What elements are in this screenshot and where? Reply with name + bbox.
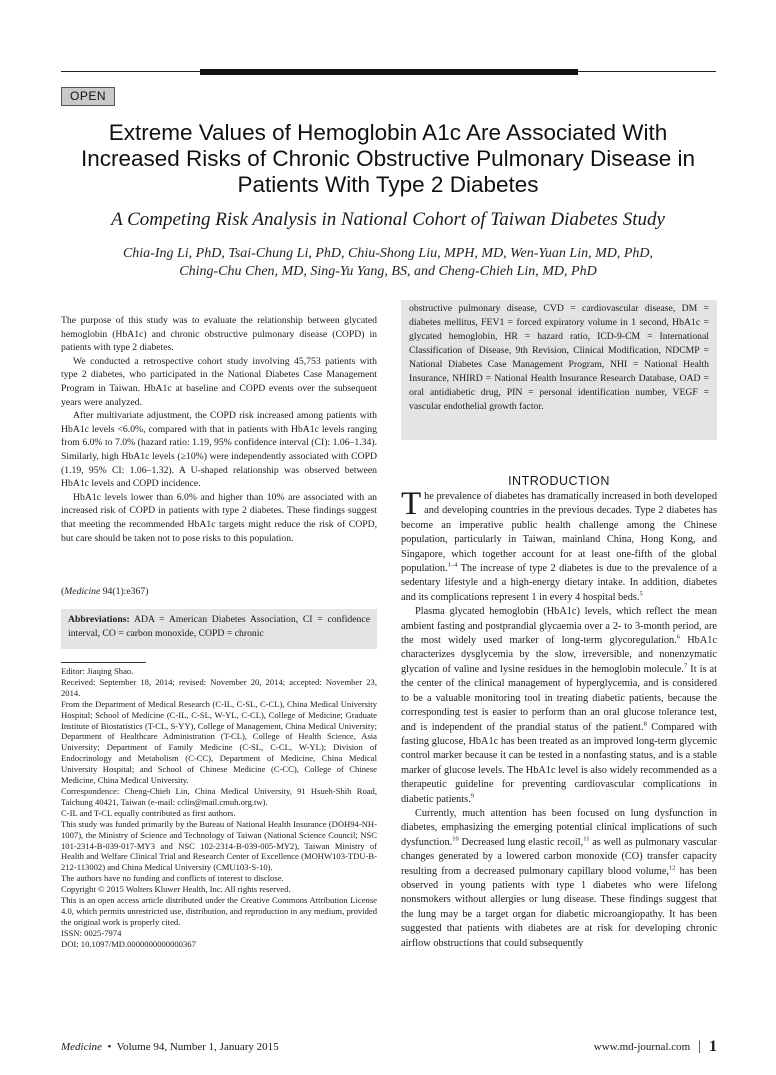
article-title [40, 120, 736, 198]
abbreviations-label: Abbreviations: [68, 614, 130, 625]
intro-paragraph: The prevalence of diabetes has dramatically increased in both developed and developing countries in the previous decades. Type 2 diabetes has become an imperative public health challenge among the Chinese population, particularly in Taiwan, mainland China, Hong Kong, and Singapore, which together account for at least one-fifth of the global population.$^{1-4}$ The increase of type 2 diabetes is due to the prevalence of a sedentary lifestyle and a high-energy dietary intake. In addition, diabetes and its complications represent 1 in every 4 hospital beds.$^5$ [401, 486, 717, 603]
footnote-contribution: C-IL and T-CL equally contributed as first authors. [61, 807, 236, 818]
title-line-2: Increased Risks of Chronic Obstructive Pulmonary Disease in [81, 146, 695, 171]
footnotes [61, 666, 377, 950]
author-list [40, 245, 736, 281]
header-bar [200, 69, 578, 75]
section-heading-introduction: INTRODUCTION [508, 474, 610, 488]
intro-paragraph: Currently, much attention has been focused on lung dysfunction in diabetes, emphasizing the emerging potential clinical implications of such dysfunction.$^{10}$ Decreased lung elastic recoil,$^{11}$ as well as pulmonary vascular changes generated by a lowered carbon monoxide (CO) transfer capacity resulting from a decreased pulmonary capillary blood volume,$^{12}$ has been observed in young patients with type 1 diabetes who were lifelong nonsmokers without allergies or lung disease. These findings suggest that the lung may be a target organ for diabetic microangiopathy. It has been suggested that patients with diabetes are at risk for developing chronic airflow obstructions that could subsequently [401, 807, 717, 949]
abstract [61, 314, 377, 545]
abbreviations-text: ADA = American Diabetes Association, CI = confidence interval, CO = carbon monoxide, COPD = chronic [68, 614, 370, 639]
footnote-rule [61, 662, 146, 663]
article-subtitle: A Competing Risk Analysis in National Cohort of Taiwan Diabetes Study [111, 209, 665, 230]
abstract-paragraph: HbA1c levels lower than 6.0% and higher than 10% are associated with an increased risk of COPD in patients with type 2 diabetes. These findings suggest that meeting the recommended HbA1c targets might reduce the risk of COPD, but care should be taken not to pose risks to this population. [61, 491, 377, 544]
footnote-editor: Editor: Jiaqing Shao. [61, 666, 134, 676]
footer-separator: | [698, 1039, 701, 1054]
footnote-conflicts: The authors have no funding and conflicts of interest to disclose. [61, 873, 284, 884]
footer-journal-info: Medicine • Volume 94, Number 1, January 2015 [61, 1041, 279, 1053]
intro-paragraph: Plasma glycated hemoglobin (HbA1c) levels, which reflect the mean ambient fasting and postprandial glycaemia over a 2- to 3-month period, are the most widely used marker of long-term glycoregulation.$^6$ HbA1c characterizes dysglycemia by the slow, irreversible, and nonenzymatic glycation of valine and lysine residues in the hemoglobin molecule.$^7$ It is at the center of the clinical management of hyperglycemia, and is considered to be a valuable monitoring tool in treating diabetic patients, because the corresponding test is easier to perform than an oral glucose tolerance test, and is independent of the prandial status of the patient.$^8$ Compared with fasting glucose, HbA1c has been treated as an improved long-term glycemic control marker because it can be tested in a nonfasting status, and is a stable marker of glucose levels. The HbA1c level is also widely recommended as a therapeutic guideline for preventing cardiovascular complications in diabetic patients.$^9$ [401, 606, 717, 805]
footnote-affiliations: From the Department of Medical Research (C-IL, C-SL, C-CL), China Medical University Hospital; School of Medicine (C-IL, C-SL, W-YL, C-CL), College of Medicine; Graduate Institute of Biostatistics (T-CL, S-YY), College of Management, China Medical University; Department of Healthcare Administration (T-CL), College of Health Science, Asia University; Department of Family Medicine (C-SL, C-CL, W-YL); Division of Endocrinology and Metabolism (C-CC), Department of Medicine, China Medical University Hospital; and School of Chinese Medicine (C-CC), College of Chinese Medicine, China Medical University. [61, 698, 377, 786]
footnote-funding: This study was funded primarily by the Bureau of National Health Insurance (DOH94-NH-1007), the Ministry of Science and Technology of Taiwan (National Science Council; NSC 101-2314-B-039-017-MY3 and NSC 102-2314-B-039-005-MY2), Taiwan Ministry of Health and Welfare Clinical Trial and Research Center of Excellence (MOHW103-TDU-B-212-113002) and China Medical University (CMU103-S-10). [61, 818, 377, 873]
footnote-issn: ISSN: 0025-7974 [61, 927, 122, 938]
introduction-body [401, 486, 717, 951]
open-access-badge: OPEN [61, 87, 115, 106]
abstract-paragraph: The purpose of this study was to evaluate the relationship between glycated hemoglobin (HbA1c) and chronic obstructive pulmonary disease (COPD) in patients with type 2 diabetes. [61, 315, 377, 354]
abstract-paragraph: We conducted a retrospective cohort study involving 45,753 patients with type 2 diabetes, who participated in the National Diabetes Case Management Program in Taiwan. HbA1c at baseline and COPD events over the subsequent years were analyzed. [61, 355, 377, 408]
drop-cap: T [401, 486, 422, 522]
footnote-license: This is an open access article distributed under the Creative Commons Attribution License 4.0, which permits unrestricted use, distribution, and reproduction in any medium, provided the original work is properly cited. [61, 895, 377, 927]
abbreviations-box [61, 609, 377, 649]
footnote-dates: Received: September 18, 2014; revised: November 20, 2014; accepted: November 23, 2014. [61, 676, 377, 698]
citation: (Medicine 94(1):e367) [61, 586, 149, 597]
footnote-copyright: Copyright © 2015 Wolters Kluwer Health, Inc. All rights reserved. [61, 884, 291, 895]
footnote-doi: DOI: 10.1097/MD.0000000000000367 [61, 938, 196, 949]
title-line-3: Patients With Type 2 Diabetes [237, 172, 539, 197]
footer-journal: Medicine [61, 1041, 102, 1053]
page-number: 1 [709, 1038, 717, 1055]
authors-line-1: Chia-Ing Li, PhD, Tsai-Chung Li, PhD, Chiu-Shong Liu, MPH, MD, Wen-Yuan Lin, MD, PhD, [122, 246, 654, 261]
authors-line-2: Ching-Chu Chen, MD, Sing-Yu Yang, BS, and Cheng-Chieh Lin, MD, PhD [179, 264, 597, 279]
footer-issue: Volume 94, Number 1, January 2015 [116, 1041, 279, 1053]
abstract-paragraph: After multivariate adjustment, the COPD risk increased among patients with HbA1c levels <6.0%, compared with that in patients with HbA1c levels ranging from 6.0% to 7.0% (hazard ratio: 1.19, 95% confidence interval (CI): 1.06–1.34). Similarly, high HbA1c levels (≥10%) were independently associated with COPD (1.19, 95% CI: 1.06–1.32). A U-shaped relationship was observed between HbA1c levels and COPD incidence. [61, 410, 377, 490]
abbreviations-box-continued: obstructive pulmonary disease, CVD = cardiovascular disease, DM = diabetes mellitus, FEV1 = forced expiratory volume in 1 second, HbA1c = glycated hemoglobin, HR = hazard ratio, ICD-9-CM = International Classification of Disease, 9th Revision, Clinical Modification, NDCMP = National Diabetes Case Management Program, NHI = National Health Insurance, NHIRD = National Health Insurance Research Database, OAD = oral antidiabetic drug, PIN = personal identification number, VEGF = vascular endothelial growth factor. [401, 300, 717, 440]
footer-page-info [594, 1038, 717, 1056]
citation-ref: 94(1):e367) [100, 586, 149, 597]
footer-url[interactable]: www.md-journal.com [593, 1041, 691, 1053]
footnote-correspondence: Correspondence: Cheng-Chieh Lin, China Medical University, 91 Hsueh-Shih Road, Taichung 40421, Taiwan (e-mail: cclin@mail.cmuh.org.tw). [61, 785, 377, 807]
title-line-1: Extreme Values of Hemoglobin A1c Are Associated With [108, 120, 668, 145]
citation-journal: Medicine [64, 586, 101, 597]
